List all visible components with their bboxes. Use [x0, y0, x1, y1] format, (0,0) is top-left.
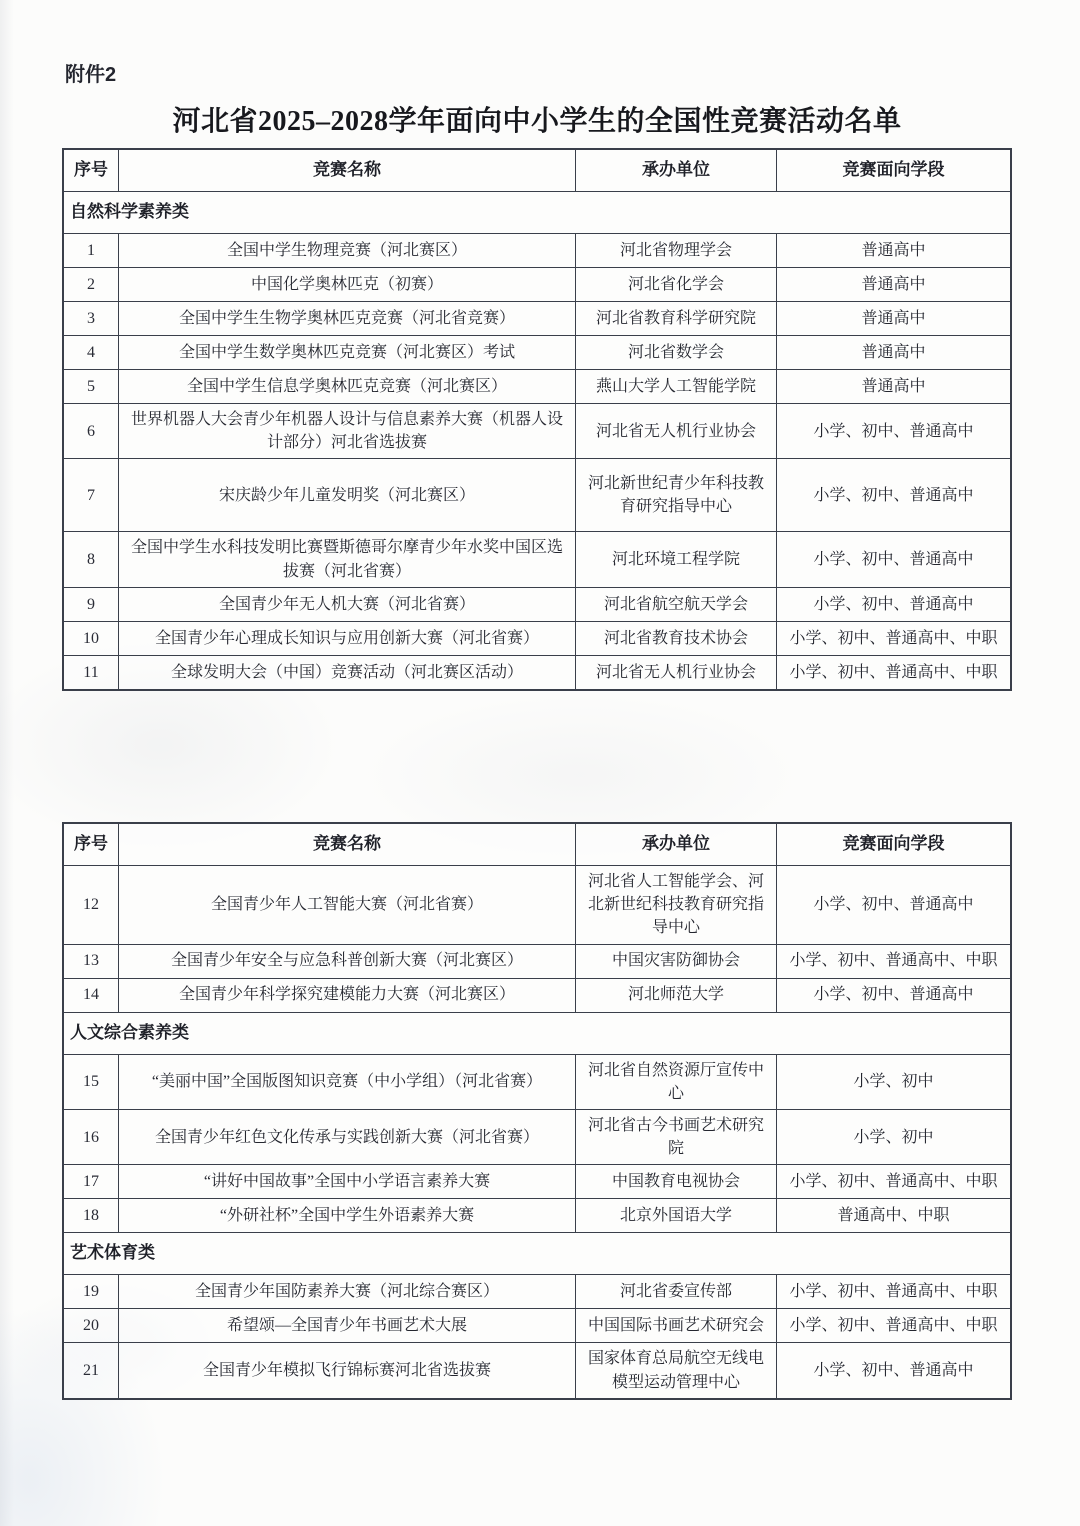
competition-row — [64, 532, 1010, 587]
organizer-cell: 河北省数学会 — [576, 336, 777, 369]
competition-row — [64, 1199, 1010, 1233]
index-cell: 18 — [64, 1199, 119, 1232]
organizer-cell: 河北省教育科学研究院 — [576, 302, 777, 335]
competition-row — [64, 588, 1010, 622]
organizer-cell: 河北新世纪青少年科技教育研究指导中心 — [576, 459, 777, 531]
attachment-label: 附件2 — [65, 64, 117, 86]
competition-name-cell: 全国中学生生物学奥林匹克竞赛（河北省竞赛） — [119, 302, 576, 335]
index-cell: 4 — [64, 336, 119, 369]
competition-row — [64, 268, 1010, 302]
target-stage-cell: 小学、初中、普通高中 — [813, 486, 974, 504]
competition-row — [64, 1309, 1010, 1343]
table-header-row — [64, 150, 1010, 192]
target-stage-cell: 小学、初中、普通高中 — [813, 986, 974, 1004]
target-stage-cell: 普通高中 — [861, 241, 926, 259]
index-cell: 8 — [64, 532, 119, 586]
column-header-competition-name: 竞赛名称 — [119, 824, 576, 865]
competition-name-cell: 全国中学生信息学奥林匹克竞赛（河北赛区） — [119, 370, 576, 403]
competition-row — [64, 459, 1010, 532]
competition-name-cell: 全国中学生物理竞赛（河北赛区） — [119, 234, 576, 267]
index-cell: 1 — [64, 234, 119, 267]
competition-name-cell: 全国青少年模拟飞行锦标赛河北省选拔赛 — [119, 1343, 576, 1397]
index-cell: 2 — [64, 268, 119, 301]
competition-name-cell: 全国青少年无人机大赛（河北省赛） — [119, 588, 576, 621]
competition-name-cell: 全国中学生数学奥林匹克竞赛（河北赛区）考试 — [119, 336, 576, 369]
competition-row — [64, 979, 1010, 1013]
competition-row — [64, 370, 1010, 404]
index-cell: 6 — [64, 404, 119, 458]
organizer-cell: 河北省化学会 — [576, 268, 777, 301]
competition-name-cell: “讲好中国故事”全国中小学语言素养大赛 — [119, 1165, 576, 1198]
index-cell: 15 — [64, 1055, 119, 1109]
index-cell: 21 — [64, 1343, 119, 1397]
competition-row — [64, 622, 1010, 656]
target-stage-cell: 小学、初中、普通高中 — [813, 1361, 974, 1379]
column-header-index: 序号 — [64, 824, 119, 865]
competition-row — [64, 404, 1010, 459]
organizer-cell: 河北省教育技术协会 — [576, 622, 777, 655]
index-cell: 12 — [64, 866, 119, 944]
index-cell: 10 — [64, 622, 119, 655]
category-label: 艺术体育类 — [70, 1243, 155, 1263]
organizer-cell: 河北省人工智能学会、河北新世纪科技教育研究指导中心 — [576, 866, 777, 944]
target-stage-cell: 小学、初中、普通高中、中职 — [789, 952, 998, 970]
organizer-cell: 河北省无人机行业协会 — [576, 404, 777, 458]
index-cell: 16 — [64, 1110, 119, 1164]
table-header-row — [64, 824, 1010, 866]
competition-name-cell: 中国化学奥林匹克（初赛） — [119, 268, 576, 301]
competition-name-cell: 全国青少年人工智能大赛（河北省赛） — [119, 866, 576, 944]
target-stage-cell: 小学、初中 — [853, 1128, 934, 1146]
organizer-cell: 国家体育总局航空无线电模型运动管理中心 — [576, 1343, 777, 1397]
competition-table-page-2 — [62, 822, 1012, 1400]
competition-row — [64, 656, 1010, 689]
competition-row — [64, 1110, 1010, 1165]
index-cell: 11 — [64, 656, 119, 689]
competition-row — [64, 234, 1010, 268]
competition-row — [64, 336, 1010, 370]
column-header-index: 序号 — [64, 150, 119, 191]
category-label: 自然科学素养类 — [70, 202, 189, 222]
competition-row — [64, 1055, 1010, 1110]
competition-name-cell: 宋庆龄少年儿童发明奖（河北赛区） — [119, 459, 576, 531]
competition-name-cell: 全国青少年红色文化传承与实践创新大赛（河北省赛） — [119, 1110, 576, 1164]
column-header-competition-name: 竞赛名称 — [119, 150, 576, 191]
target-stage-cell: 小学、初中、普通高中、中职 — [789, 629, 998, 647]
column-header-organizer: 承办单位 — [576, 824, 777, 865]
target-stage-cell: 小学、初中、普通高中、中职 — [789, 1173, 998, 1191]
index-cell: 7 — [64, 459, 119, 531]
competition-row — [64, 945, 1010, 979]
competition-row — [64, 1275, 1010, 1309]
category-section-row — [64, 192, 1010, 234]
competition-name-cell: 全国青少年科学探究建模能力大赛（河北赛区） — [119, 979, 576, 1012]
page-title: 河北省2025–2028学年面向中小学生的全国性竞赛活动名单 — [172, 106, 902, 137]
category-section-row — [64, 1013, 1010, 1055]
target-stage-cell: 普通高中 — [861, 377, 926, 395]
organizer-cell: 河北师范大学 — [576, 979, 777, 1012]
competition-row — [64, 1343, 1010, 1397]
organizer-cell: 河北省委宣传部 — [576, 1275, 777, 1308]
index-cell: 20 — [64, 1309, 119, 1342]
target-stage-cell: 小学、初中、普通高中 — [813, 550, 974, 568]
organizer-cell: 中国教育电视协会 — [576, 1165, 777, 1198]
competition-name-cell: 全国青少年心理成长知识与应用创新大赛（河北省赛） — [119, 622, 576, 655]
target-stage-cell: 小学、初中、普通高中、中职 — [789, 1317, 998, 1335]
organizer-cell: 河北省无人机行业协会 — [576, 656, 777, 689]
index-cell: 5 — [64, 370, 119, 403]
target-stage-cell: 普通高中 — [861, 275, 926, 293]
competition-table-page-1 — [62, 148, 1012, 691]
category-label: 人文综合素养类 — [70, 1022, 189, 1042]
organizer-cell: 燕山大学人工智能学院 — [576, 370, 777, 403]
column-header-target-stage: 竞赛面向学段 — [842, 834, 945, 854]
organizer-cell: 中国国际书画艺术研究会 — [576, 1309, 777, 1342]
competition-name-cell: “美丽中国”全国版图知识竞赛（中小学组）（河北省赛） — [119, 1055, 576, 1109]
target-stage-cell: 小学、初中、普通高中、中职 — [789, 663, 998, 681]
organizer-cell: 河北省物理学会 — [576, 234, 777, 267]
competition-name-cell: 希望颂—全国青少年书画艺术大展 — [119, 1309, 576, 1342]
index-cell: 3 — [64, 302, 119, 335]
index-cell: 19 — [64, 1275, 119, 1308]
target-stage-cell: 普通高中、中职 — [837, 1207, 950, 1225]
organizer-cell: 河北省自然资源厅宣传中心 — [576, 1055, 777, 1109]
category-section-row — [64, 1233, 1010, 1275]
index-cell: 17 — [64, 1165, 119, 1198]
organizer-cell: 河北环境工程学院 — [576, 532, 777, 586]
target-stage-cell: 小学、初中、普通高中、中职 — [789, 1283, 998, 1301]
index-cell: 9 — [64, 588, 119, 621]
column-header-organizer: 承办单位 — [576, 150, 777, 191]
competition-row — [64, 1165, 1010, 1199]
competition-name-cell: “外研社杯”全国中学生外语素养大赛 — [119, 1199, 576, 1232]
target-stage-cell: 小学、初中 — [853, 1073, 934, 1091]
competition-row — [64, 302, 1010, 336]
index-cell: 13 — [64, 945, 119, 978]
competition-name-cell: 全国青少年国防素养大赛（河北综合赛区） — [119, 1275, 576, 1308]
target-stage-cell: 小学、初中、普通高中 — [813, 896, 974, 914]
competition-name-cell: 世界机器人大会青少年机器人设计与信息素养大赛（机器人设计部分）河北省选拔赛 — [119, 404, 576, 458]
target-stage-cell: 普通高中 — [861, 343, 926, 361]
target-stage-cell: 小学、初中、普通高中 — [813, 595, 974, 613]
organizer-cell: 河北省航空航天学会 — [576, 588, 777, 621]
target-stage-cell: 小学、初中、普通高中 — [813, 422, 974, 440]
competition-name-cell: 全国青少年安全与应急科普创新大赛（河北赛区） — [119, 945, 576, 978]
index-cell: 14 — [64, 979, 119, 1012]
competition-name-cell: 全国中学生水科技发明比赛暨斯德哥尔摩青少年水奖中国区选拔赛（河北省赛） — [119, 532, 576, 586]
organizer-cell: 中国灾害防御协会 — [576, 945, 777, 978]
competition-name-cell: 全球发明大会（中国）竞赛活动（河北赛区活动） — [119, 656, 576, 689]
target-stage-cell: 普通高中 — [861, 309, 926, 327]
competition-row — [64, 866, 1010, 945]
organizer-cell: 北京外国语大学 — [576, 1199, 777, 1232]
column-header-target-stage: 竞赛面向学段 — [842, 160, 945, 180]
organizer-cell: 河北省古今书画艺术研究院 — [576, 1110, 777, 1164]
